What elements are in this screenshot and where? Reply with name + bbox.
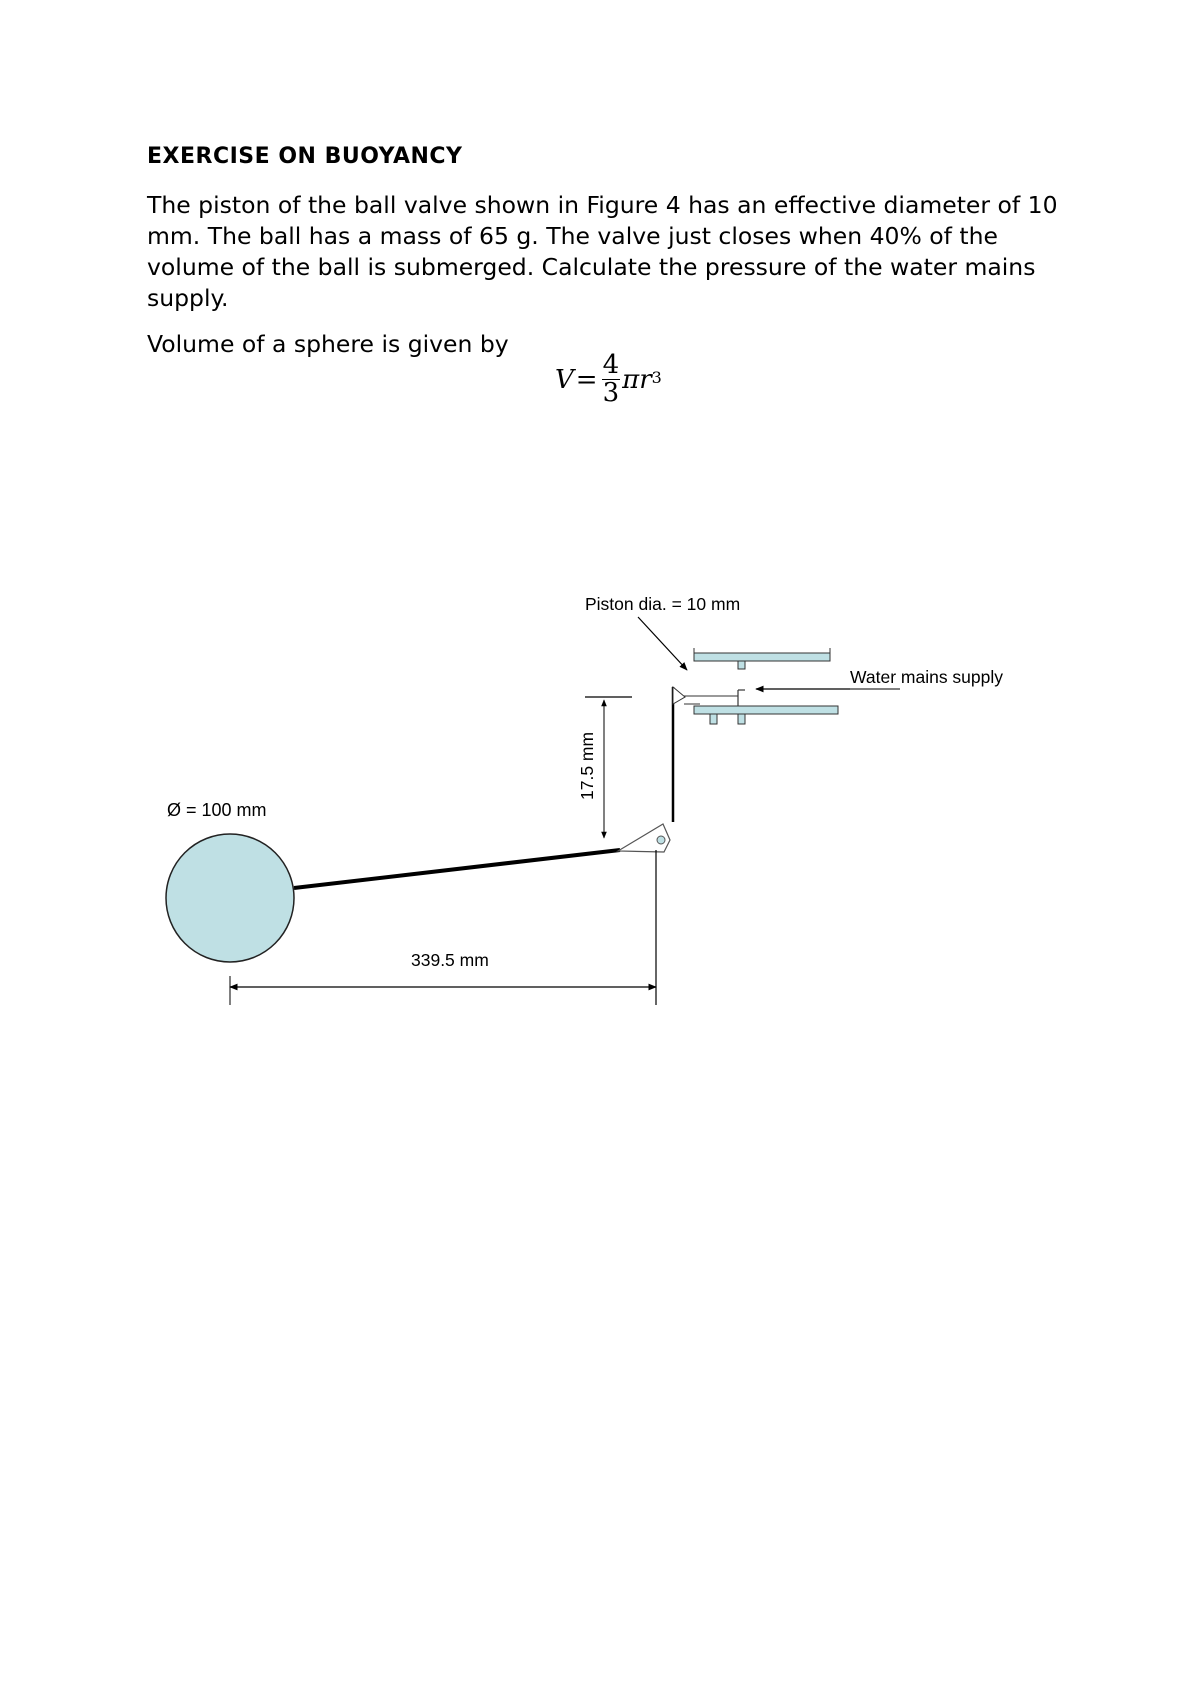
formula-numerator: 4 bbox=[602, 350, 620, 380]
formula-denominator: 3 bbox=[602, 378, 620, 409]
pipe-top-stub bbox=[738, 661, 745, 669]
pipe-top-wall bbox=[694, 653, 830, 661]
piston-tip bbox=[673, 687, 685, 704]
problem-statement: The piston of the ball valve shown in Figure 4 has an effective diameter of 10 mm. The ball has a mass of 65 g. The valve just closes when 40% of the volume of the ball is submerged. Calculate the pressure of the water mains supply. bbox=[147, 191, 1058, 312]
formula-exponent: 3 bbox=[651, 368, 662, 388]
page-title: EXERCISE ON BUOYANCY bbox=[147, 144, 463, 169]
piston-leader-arrow bbox=[638, 617, 687, 670]
lever-arm bbox=[294, 850, 620, 888]
formula-lhs: V bbox=[555, 364, 574, 395]
height-dim-label: 17.5 mm bbox=[577, 731, 597, 800]
formula-intro: Volume of a sphere is given by bbox=[147, 330, 509, 358]
float-ball bbox=[166, 834, 294, 962]
formula-pi-r: πr bbox=[622, 364, 652, 395]
pipe-bottom-stub-right bbox=[738, 714, 745, 724]
length-dim-label: 339.5 mm bbox=[411, 950, 489, 970]
water-supply-label: Water mains supply bbox=[850, 667, 1004, 687]
pivot-icon bbox=[657, 836, 665, 844]
formula-equals: = bbox=[575, 364, 598, 395]
pipe-bottom-wall bbox=[694, 706, 838, 714]
pipe-bottom-stub-left bbox=[710, 714, 717, 724]
piston-diameter-label: Piston dia. = 10 mm bbox=[585, 594, 741, 614]
ball-diameter-label: Ø = 100 mm bbox=[167, 800, 267, 820]
